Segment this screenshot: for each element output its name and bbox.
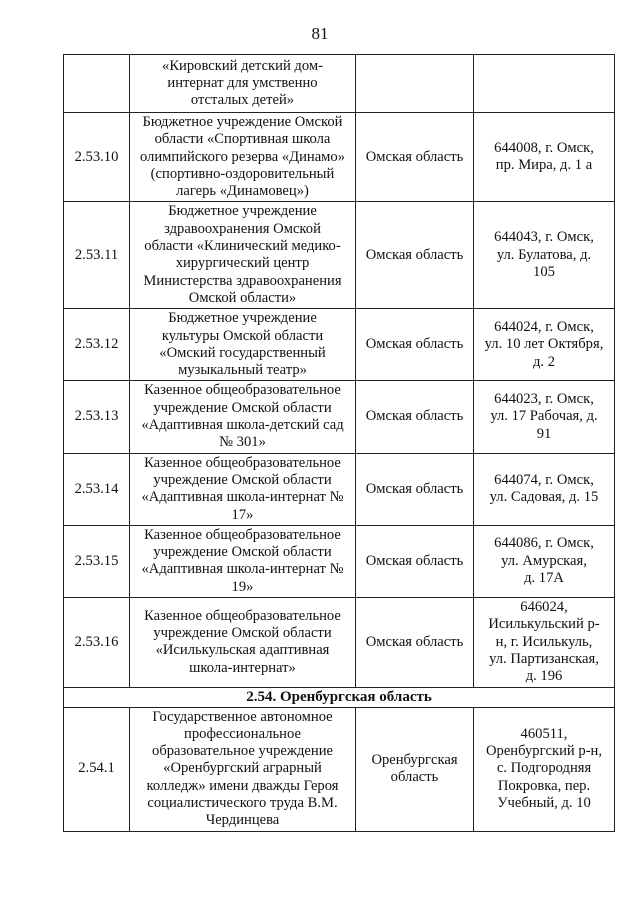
table-row xyxy=(64,309,615,381)
institution-name-cell: Бюджетное учреждение Омской области «Спортивная школа олимпийского резерва «Динамо» (спортивно-оздоровительный лагерь «Динамовец») xyxy=(130,113,356,202)
table-row xyxy=(64,55,615,113)
table-row xyxy=(64,381,615,453)
table-row xyxy=(64,202,615,309)
table-row xyxy=(64,453,615,525)
row-code-cell: 2.53.10 xyxy=(64,113,130,202)
institution-name-cell: Бюджетное учреждение культуры Омской области «Омский государственный музыкальный театр» xyxy=(130,309,356,381)
row-code-cell: 2.53.14 xyxy=(64,453,130,525)
row-code-cell: 2.53.13 xyxy=(64,381,130,453)
table-row xyxy=(64,707,615,831)
address-cell xyxy=(474,55,615,113)
region-cell xyxy=(356,55,474,113)
address-cell: 460511, Оренбургский р-н, с. Подгородняя Покровка, пер. Учебный, д. 10 xyxy=(474,707,615,831)
page-number: 81 xyxy=(311,24,329,43)
institution-name-cell: Казенное общеобразовательное учреждение Омской области «Адаптивная школа-интернат № 19» xyxy=(130,525,356,597)
row-code-cell: 2.53.15 xyxy=(64,525,130,597)
region-cell: Оренбургская область xyxy=(356,707,474,831)
institution-name-cell: Казенное общеобразовательное учреждение Омской области «Адаптивная школа-детский сад № 301» xyxy=(130,381,356,453)
section-header-row xyxy=(64,687,615,707)
address-cell: 646024, Исилькульский р- н, г. Исилькуль, ул. Партизанская, д. 196 xyxy=(474,598,615,687)
address-cell: 644023, г. Омск, ул. 17 Рабочая, д. 91 xyxy=(474,381,615,453)
section-title: 2.54. Оренбургская область xyxy=(64,687,615,707)
region-cell: Омская область xyxy=(356,525,474,597)
row-code-cell: 2.53.16 xyxy=(64,598,130,687)
institution-name-cell: «Кировский детский дом- интернат для умственно отсталых детей» xyxy=(130,55,356,113)
region-cell: Омская область xyxy=(356,381,474,453)
table-row xyxy=(64,113,615,202)
region-cell: Омская область xyxy=(356,453,474,525)
region-cell: Омская область xyxy=(356,113,474,202)
row-code-cell: 2.54.1 xyxy=(64,707,130,831)
region-cell: Омская область xyxy=(356,309,474,381)
institution-name-cell: Казенное общеобразовательное учреждение Омской области «Исилькульская адаптивная школа-интернат» xyxy=(130,598,356,687)
region-cell: Омская область xyxy=(356,202,474,309)
address-cell: 644043, г. Омск, ул. Булатова, д. 105 xyxy=(474,202,615,309)
address-cell: 644086, г. Омск, ул. Амурская, д. 17А xyxy=(474,525,615,597)
row-code-cell xyxy=(64,55,130,113)
table-row xyxy=(64,598,615,687)
institution-name-cell: Казенное общеобразовательное учреждение Омской области «Адаптивная школа-интернат № 17» xyxy=(130,453,356,525)
row-code-cell: 2.53.11 xyxy=(64,202,130,309)
institutions-table xyxy=(63,54,615,832)
address-cell: 644074, г. Омск, ул. Садовая, д. 15 xyxy=(474,453,615,525)
row-code-cell: 2.53.12 xyxy=(64,309,130,381)
region-cell: Омская область xyxy=(356,598,474,687)
institution-name-cell: Государственное автономное профессиональное образовательное учреждение «Оренбургский аграрный колледж» имени дважды Героя социалистического труда В.М. Чердинцева xyxy=(130,707,356,831)
institution-name-cell: Бюджетное учреждение здравоохранения Омской области «Клинический медико- хирургический центр Министерства здравоохранения Омской области» xyxy=(130,202,356,309)
address-cell: 644024, г. Омск, ул. 10 лет Октября, д. 2 xyxy=(474,309,615,381)
table-row xyxy=(64,525,615,597)
address-cell: 644008, г. Омск, пр. Мира, д. 1 а xyxy=(474,113,615,202)
